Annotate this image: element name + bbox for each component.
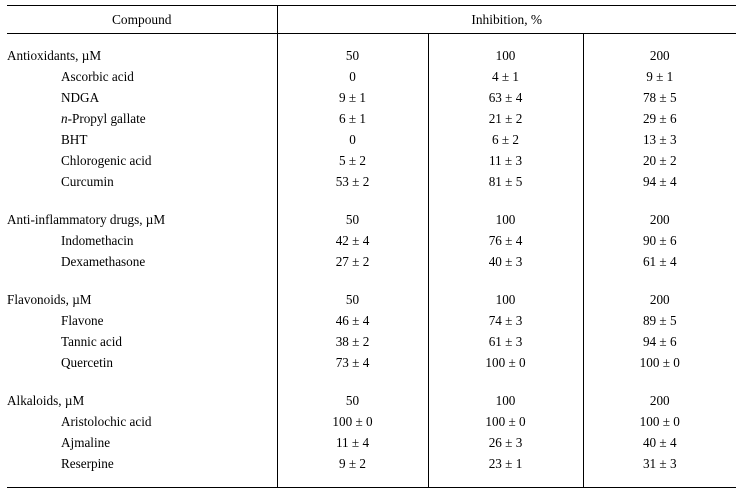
group-spacer-row [7,373,736,390]
spacer-cell [428,192,583,209]
table-row [7,87,736,108]
inhibition-value: 6 ± 2 [428,129,583,150]
inhibition-value: 0 [277,129,428,150]
spacer-cell [7,272,277,289]
spacer-cell [7,34,277,45]
inhibition-value: 53 ± 2 [277,171,428,192]
compound-name: Tannic acid [61,333,122,349]
spacer-cell [277,192,428,209]
compound-name: Ascorbic acid [61,68,134,84]
table-row [7,432,736,453]
inhibition-value: 90 ± 6 [583,230,736,251]
group-header-row [7,289,736,310]
rule-segment [7,488,277,489]
inhibition-value: 20 ± 2 [583,150,736,171]
group-header-row [7,209,736,230]
inhibition-value: 61 ± 4 [583,251,736,272]
column-header-compound: Compound [111,11,172,27]
spacer-cell [277,474,428,488]
inhibition-value: 94 ± 6 [583,331,736,352]
compound-name: Flavone [61,312,104,328]
inhibition-value: 23 ± 1 [428,453,583,474]
inhibition-value: 40 ± 3 [428,251,583,272]
inhibition-value: 78 ± 5 [583,87,736,108]
compound-name: Reserpine [61,455,114,471]
table-row [7,230,736,251]
dose-header: 50 [277,289,428,310]
table-row [7,352,736,373]
inhibition-value: 38 ± 2 [277,331,428,352]
table-row [7,129,736,150]
spacer-cell [583,474,736,488]
dose-header: 200 [583,289,736,310]
inhibition-value: 74 ± 3 [428,310,583,331]
inhibition-value: 81 ± 5 [428,171,583,192]
spacer-cell [277,373,428,390]
inhibition-value: 9 ± 1 [277,87,428,108]
spacer-row [7,34,736,45]
table-row [7,453,736,474]
group-spacer-row [7,192,736,209]
compound-name: Aristolochic acid [61,413,152,429]
dose-header: 200 [583,390,736,411]
table-row [7,171,736,192]
dose-header: 200 [583,45,736,66]
compound-name [7,108,277,129]
compound-name: Ajmaline [61,434,111,450]
inhibition-value: 63 ± 4 [428,87,583,108]
inhibition-value: 100 ± 0 [428,411,583,432]
inhibition-value: 73 ± 4 [277,352,428,373]
dose-header: 200 [583,209,736,230]
spacer-cell [428,34,583,45]
inhibition-value: 94 ± 4 [583,171,736,192]
spacer-cell [428,373,583,390]
dose-header: 100 [428,45,583,66]
spacer-cell [277,272,428,289]
compound-name: BHT [61,131,88,147]
inhibition-value: 61 ± 3 [428,331,583,352]
inhibition-value: 100 ± 0 [428,352,583,373]
spacer-cell [583,192,736,209]
dose-header: 100 [428,390,583,411]
inhibition-value: 100 ± 0 [583,352,736,373]
dose-header: 50 [277,45,428,66]
inhibition-value: 29 ± 6 [583,108,736,129]
inhibition-value: 76 ± 4 [428,230,583,251]
inhibition-value: 4 ± 1 [428,66,583,87]
table-row [7,108,736,129]
group-header-row [7,45,736,66]
dose-header: 100 [428,209,583,230]
dose-header: 100 [428,289,583,310]
table-row [7,310,736,331]
spacer-cell [583,272,736,289]
group-name: Antioxidants, µM [7,47,102,63]
dose-header: 50 [277,390,428,411]
table-bottom-rule [7,488,736,489]
spacer-cell [7,474,277,488]
column-header-inhibition: Inhibition, % [277,6,736,34]
group-name: Anti-inflammatory drugs, µM [7,211,166,227]
inhibition-value: 46 ± 4 [277,310,428,331]
inhibition-value: 9 ± 1 [583,66,736,87]
table-header-row [7,6,736,34]
inhibition-value: 31 ± 3 [583,453,736,474]
inhibition-value: 89 ± 5 [583,310,736,331]
inhibition-value: 100 ± 0 [583,411,736,432]
inhibition-value: 40 ± 4 [583,432,736,453]
spacer-cell [428,272,583,289]
inhibition-value: 21 ± 2 [428,108,583,129]
compound-name: Curcumin [61,173,114,189]
compound-name: Chlorogenic acid [61,152,152,168]
inhibition-value: 9 ± 2 [277,453,428,474]
inhibition-value: 11 ± 4 [277,432,428,453]
table-row [7,66,736,87]
table-row [7,251,736,272]
inhibition-value: 42 ± 4 [277,230,428,251]
group-name: Alkaloids, µM [7,392,85,408]
group-spacer-row [7,272,736,289]
spacer-row [7,474,736,488]
spacer-cell [277,34,428,45]
inhibition-value: 5 ± 2 [277,150,428,171]
table-row [7,331,736,352]
rule-segment [277,488,736,489]
inhibition-data-table [7,5,736,488]
dose-header: 50 [277,209,428,230]
inhibition-value: 0 [277,66,428,87]
inhibition-value: 26 ± 3 [428,432,583,453]
table-row [7,150,736,171]
spacer-cell [428,474,583,488]
inhibition-value: 27 ± 2 [277,251,428,272]
group-name: Flavonoids, µM [7,291,92,307]
inhibition-value: 13 ± 3 [583,129,736,150]
group-header-row [7,390,736,411]
compound-name: Quercetin [61,354,113,370]
inhibition-value: 6 ± 1 [277,108,428,129]
spacer-cell [7,192,277,209]
inhibition-value: 11 ± 3 [428,150,583,171]
compound-name: NDGA [61,89,100,105]
spacer-cell [583,373,736,390]
inhibition-value: 100 ± 0 [277,411,428,432]
spacer-cell [583,34,736,45]
compound-name-rest: -Propyl gallate [67,110,146,126]
spacer-cell [7,373,277,390]
compound-name: Indomethacin [61,232,134,248]
table-row [7,411,736,432]
compound-name-italic-prefix: n [61,110,68,126]
compound-name: Dexamethasone [61,253,146,269]
